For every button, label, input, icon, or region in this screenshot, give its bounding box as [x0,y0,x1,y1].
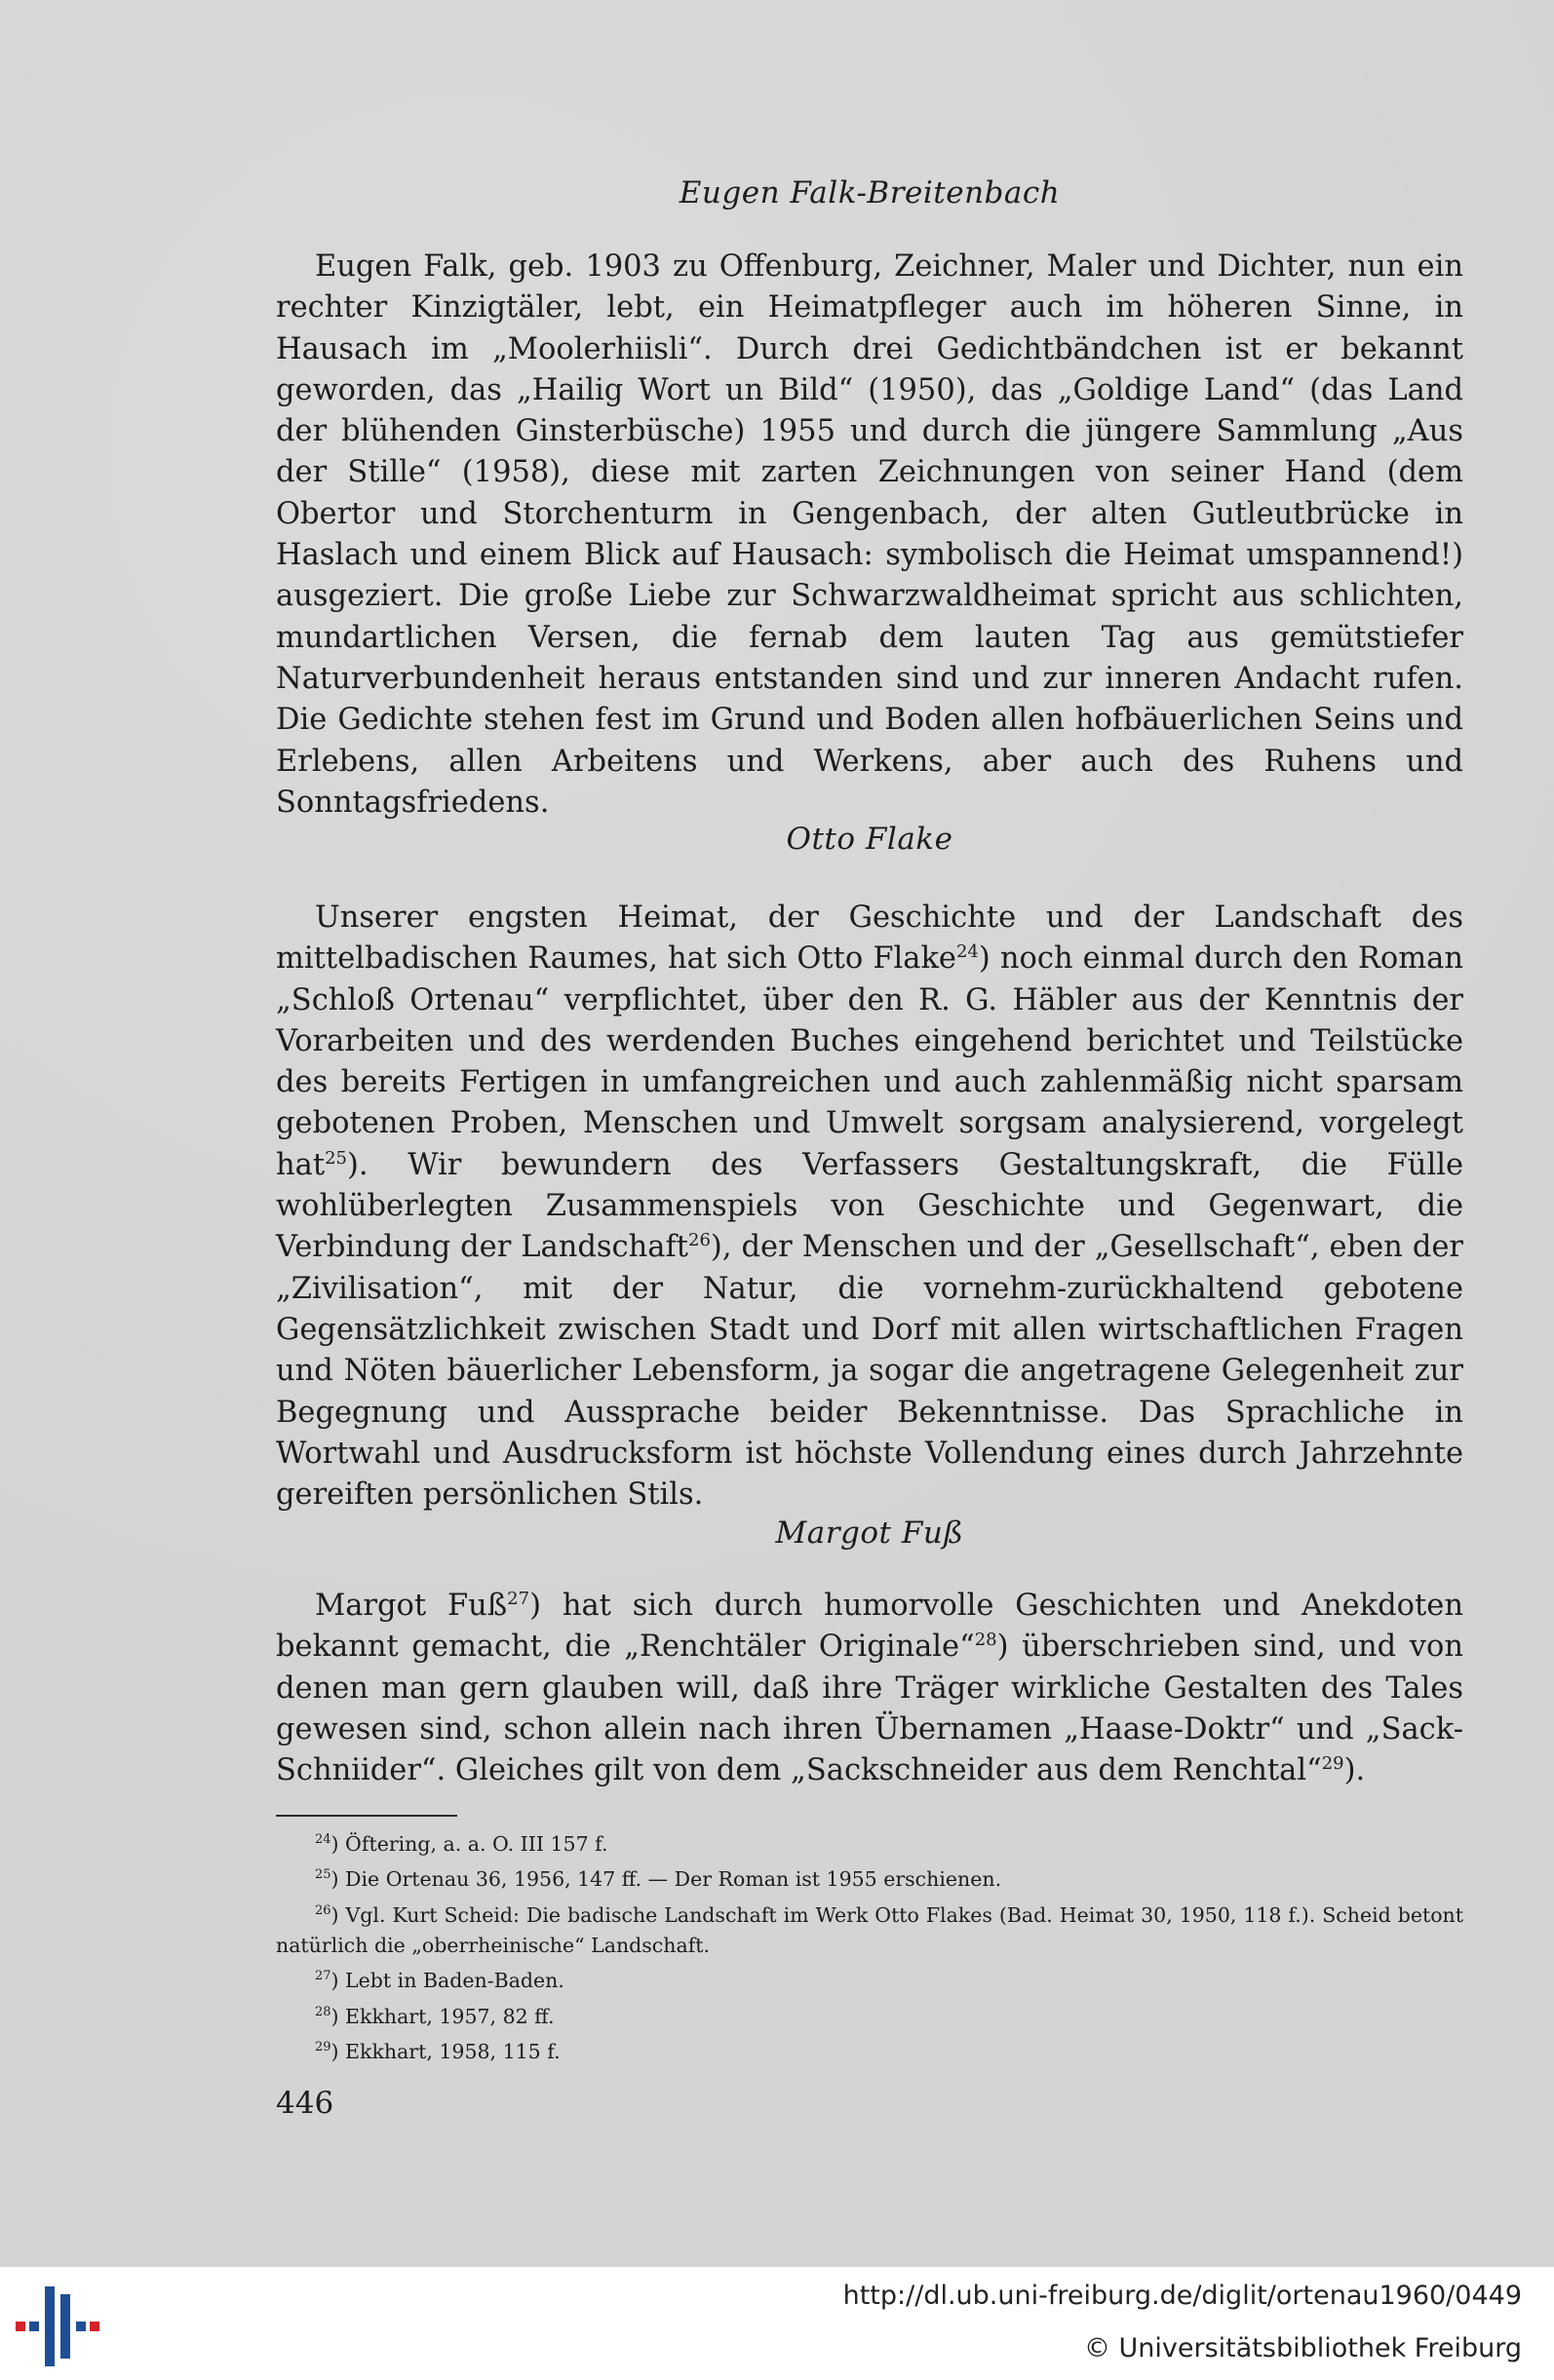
footnote-ref: 29 [1321,1753,1344,1775]
footnote-ref: 26 [688,1230,711,1251]
section-heading-falk: Eugen Falk-Breitenbach [679,175,1061,211]
footnotes [276,1824,1463,2067]
footnote-ref: 27 [507,1588,530,1609]
footnote-ref: 28 [974,1630,997,1651]
footnote: $^{24}$) Öftering, a. a. O. III 157 f. [315,1831,608,1856]
section-text-falk: Eugen Falk, geb. 1903 zu Offenburg, Zeichner, Maler und Dichter, nun ein rechter Kinzigtäler, lebt, ein Heimatpfleger auch im höheren Sinne, in Hausach im „Moolerhiisli“. Durch drei Gedichtbändchen ist er bekannt geworden, das „Hailig Wort un Bild“ (1950), das „Goldige Land“ (das Land der blühenden Ginsterbüsche) 1955 und durch die jüngere Sammlung „Aus der Stille“ (1958), diese mit zarten Zeichnungen von seiner Hand (dem Obertor und Storchenturm in Gengenbach, der alten Gutleutbrücke in Haslach und einem Blick auf Hausach: symbolisch die Heimat umspannend!) ausgeziert. Die große Liebe zur Schwarzwaldheimat spricht aus schlichten, mundartlichen Versen, die fernab dem lauten Tag aus gemütstiefer Naturverbundenheit heraus entstanden sind und zur inneren Andacht rufen. Die Gedichte stehen fest im Grund und Boden allen hofbäuerlichen Seins und Erlebens, allen Arbeitens und Werkens, aber auch des Ruhens und Sonntagsfriedens. [276,250,1463,820]
section-text-fuss: Margot Fuß$^{27}$) hat sich durch humorvolle Geschichten und Anekdoten bekannt gemacht, die „Renchtäler Originale“$^{28}$) überschrieben sind, und von denen man gern glauben will, daß ihre Träger wirkliche Gestalten des Tales gewesen sind, schon allein nach ihren Übernamen „Haase-Doktr“ und „Sack-Schniider“. Gleiches gilt von dem „Sackschneider aus dem Renchtal“$^{29}$). [276,1588,1463,1788]
footnote-ref: 25 [325,1147,347,1169]
footnote: $^{26}$) Vgl. Kurt Scheid: Die badische Landschaft im Werk Otto Flakes (Bad. Heimat 30, 1950, 118 f.). Scheid betont natürlich die „oberrheinische“ Landschaft. [276,1902,1463,1957]
ub-freiburg-logo-icon [16,2284,99,2368]
source-url-link[interactable]: http://dl.ub.uni-freiburg.de/diglit/ortenau1960/0449 [842,2281,1522,2311]
section-heading-flake: Otto Flake [786,822,953,857]
footnote: $^{25}$) Die Ortenau 36, 1956, 147 ff. — Der Roman ist 1955 erschienen. [315,1867,1002,1892]
page-number: 446 [276,2086,334,2121]
footnote-ref: 24 [955,941,979,963]
section-heading-fuss: Margot Fuß [775,1516,964,1551]
copyright-notice: © Universitätsbibliothek Freiburg [1083,2333,1522,2363]
footnote: $^{28}$) Ekkhart, 1957, 82 ff. [315,2004,555,2028]
section-text-flake: Unserer engsten Heimat, der Geschichte und der Landschaft des mittelbadischen Raumes, hat sich Otto Flake$^{24}$) noch einmal durch den Roman „Schloß Ortenau“ verpflichtet, über den R. G. Häbler aus der Kenntnis der Vorarbeiten und des werdenden Buches eingehend berichtet und Teilstücke des bereits Fertigen in umfangreichen und auch zahlenmäßig nicht sparsam gebotenen Proben, Menschen und Umwelt sorgsam analysierend, vorgelegt hat$^{25}$). Wir bewundern des Verfassers Gestaltungskraft, die Fülle wohlüberlegten Zusammenspiels von Geschichte und Gegenwart, die Verbindung der Landschaft$^{26}$), der Menschen und der „Gesellschaft“, eben der „Zivilisation“, mit der Natur, die vornehm-zurückhaltend gebotene Gegensätzlichkeit zwischen Stadt und Dorf mit allen wirtschaftlichen Fragen und Nöten bäuerlicher Lebensform, ja sogar die angetragene Gelegenheit zur Begegnung und Aussprache beider Bekenntnisse. Das Sprachliche in Wortwahl und Ausdrucksform ist höchste Vollendung eines durch Jahrzehnte gereiften persönlichen Stils. [276,901,1463,1513]
footnote: $^{27}$) Lebt in Baden-Baden. [315,1969,564,1993]
library-footer [0,2267,1554,2380]
footnote-separator [276,1815,457,1817]
footnote: $^{29}$) Ekkhart, 1958, 115 f. [315,2039,561,2063]
